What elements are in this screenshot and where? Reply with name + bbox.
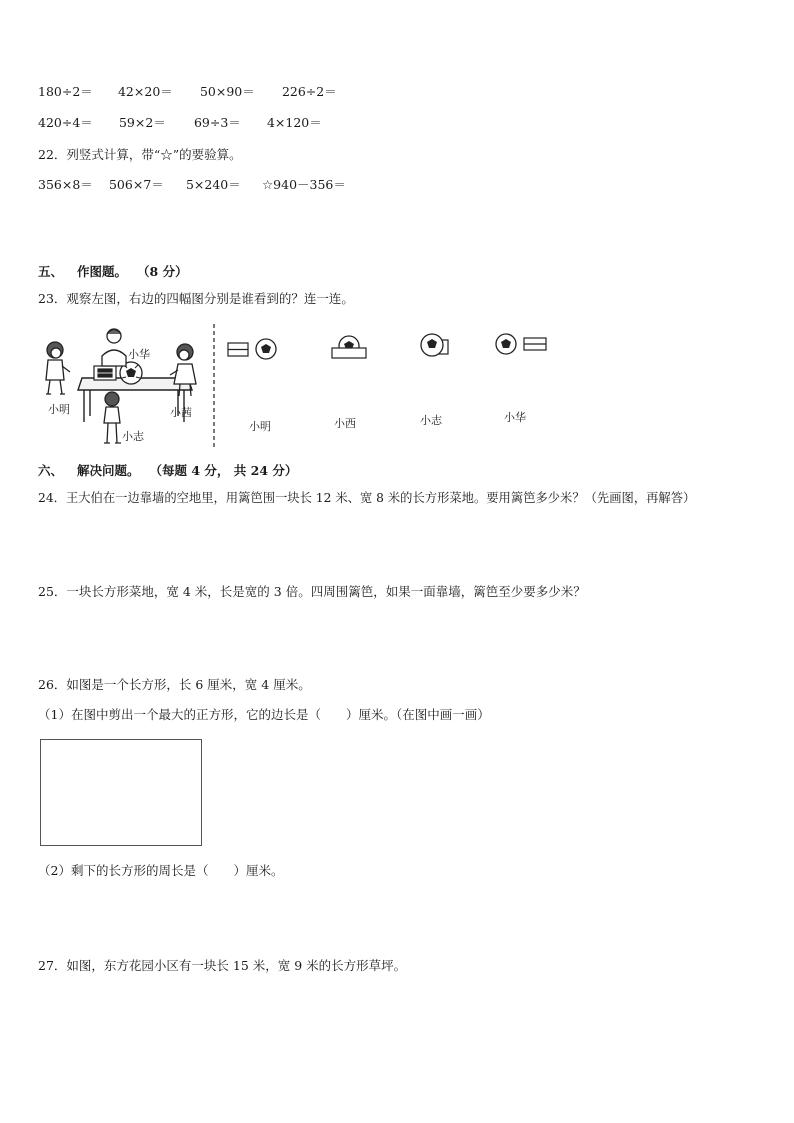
calc-item: 420÷4＝ (38, 115, 93, 130)
view-label-3: 小志 (420, 414, 442, 427)
section-number: 五、 (38, 264, 64, 279)
calc-item: 5×240＝ (185, 177, 241, 192)
label-xiaoqian: 小茜 (170, 406, 192, 419)
calc-row-1 (38, 84, 337, 100)
label-xiaozhi: 小志 (122, 430, 144, 443)
person-xiaozhi (104, 392, 121, 443)
q26-part1: （1）在图中剪出一个最大的正方形，它的边长是（ ）厘米。（在图中画一画） (38, 707, 490, 722)
q25-text: 25．一块长方形菜地，宽 4 米，长是宽的 3 倍。四周围篱笆，如果一面靠墙，篱笆至少要多少米？ (38, 584, 586, 599)
view-3 (421, 334, 448, 356)
calc-item: 42×20＝ (117, 84, 173, 99)
calc-item: 356×8＝ (38, 177, 93, 192)
calc-item: 226÷2＝ (281, 84, 337, 99)
person-xiaohua (102, 329, 126, 366)
q22-title: 22．列竖式计算，带“☆”的要验算。 (38, 147, 242, 162)
calc-item: 506×7＝ (108, 177, 164, 192)
calc-item: ☆940－356＝ (261, 177, 346, 192)
section-5-heading (38, 264, 188, 280)
q23-figure (38, 320, 598, 455)
calc-item: 59×2＝ (118, 115, 166, 130)
calc-item: 69÷3＝ (193, 115, 241, 130)
view-label-2: 小西 (334, 417, 356, 430)
view-4 (496, 334, 546, 354)
section-title: 解决问题。 (77, 463, 140, 478)
section-6-heading (38, 463, 297, 479)
q26-part2: （2）剩下的长方形的周长是（ ）厘米。 (38, 863, 284, 878)
section-score: （每题 4 分， 共 24 分） (149, 463, 298, 478)
section-number: 六、 (38, 463, 64, 478)
q26-title: 26．如图是一个长方形，长 6 厘米，宽 4 厘米。 (38, 677, 311, 692)
q23-title: 23．观察左图，右边的四幅图分别是谁看到的？连一连。 (38, 291, 354, 306)
q24-text: 24．王大伯在一边靠墙的空地里，用篱笆围一块长 12 米、宽 8 米的长方形菜地。要用篱笆多少米？（先画图，再解答） (38, 491, 696, 505)
q27-text: 27．如图，东方花园小区有一块长 15 米，宽 9 米的长方形草坪。 (38, 958, 407, 973)
section-title: 作图题。 (77, 264, 128, 279)
section-score: （8 分） (137, 264, 188, 279)
label-xiaohua: 小华 (128, 348, 150, 361)
calc-row-2 (38, 115, 322, 131)
view-2 (332, 336, 366, 358)
view-1 (228, 339, 276, 359)
person-xiaoming (46, 342, 70, 394)
q22-items (38, 177, 346, 193)
view-label-1: 小明 (249, 420, 271, 433)
label-xiaoming: 小明 (48, 403, 70, 416)
calc-item: 4×120＝ (266, 115, 322, 130)
calc-item: 50×90＝ (199, 84, 255, 99)
calc-item: 180÷2＝ (38, 84, 93, 99)
q26-rectangle (40, 739, 202, 846)
view-label-4: 小华 (504, 411, 526, 424)
